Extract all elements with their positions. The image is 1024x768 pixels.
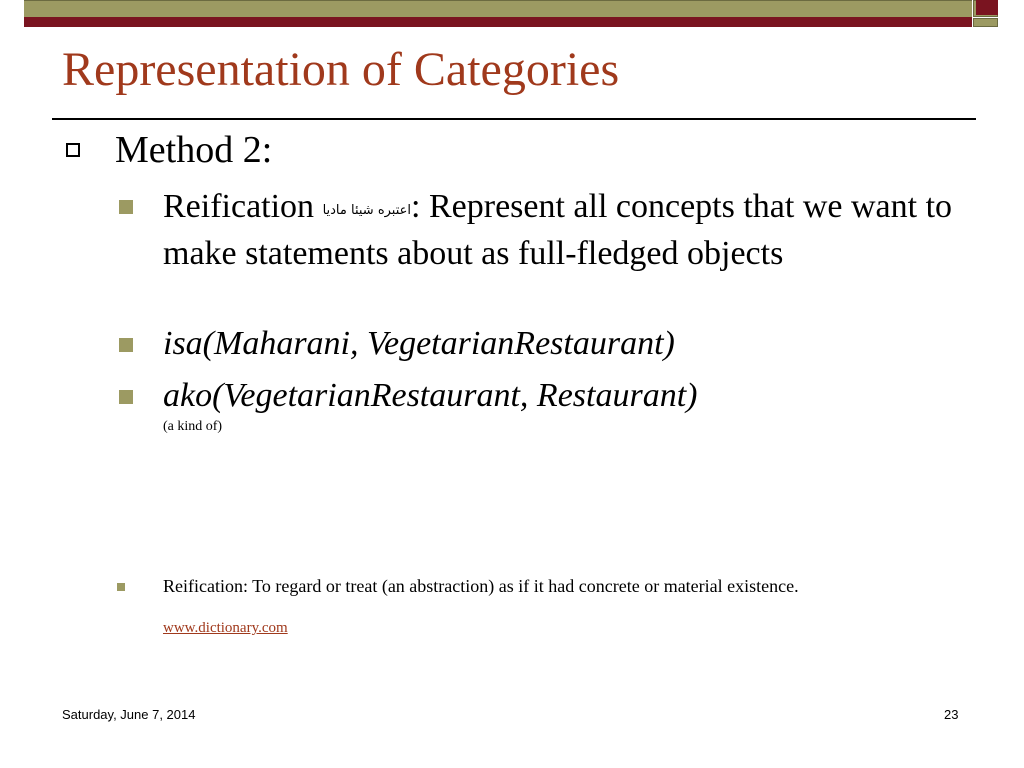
header-bar-olive <box>24 0 972 17</box>
square-bullet-icon <box>119 390 133 404</box>
bullet-ako: ako(VegetarianRestaurant, Restaurant) <box>163 377 698 414</box>
title-divider <box>52 118 976 120</box>
corner-square-small <box>973 18 998 27</box>
hollow-square-bullet-icon <box>66 143 80 157</box>
reification-term: Reification <box>163 188 315 225</box>
bullet-reification <box>163 185 973 275</box>
square-bullet-icon <box>119 200 133 214</box>
page-number: 23 <box>944 707 959 722</box>
reification-arabic: اعتبره شيئا ماديا <box>322 203 412 218</box>
slide-title: Representation of Categories <box>62 43 620 96</box>
header-bar-red <box>24 17 972 27</box>
bullet-isa: isa(Maharani, VegetarianRestaurant) <box>163 325 675 362</box>
dictionary-link[interactable]: www.dictionary.com <box>163 620 288 636</box>
corner-square-red <box>976 0 998 15</box>
reification-desc: : Represent all concepts that we want to make statements about as full-fledged objects <box>163 188 953 272</box>
small-square-bullet-icon <box>117 583 125 591</box>
level1-text: Method 2: <box>115 129 273 171</box>
ako-note: (a kind of) <box>163 419 223 434</box>
square-bullet-icon <box>119 338 133 352</box>
footnote-definition: Reification: To regard or treat (an abstraction) as if it had concrete or material existence. <box>163 576 799 596</box>
footer-date: Saturday, June 7, 2014 <box>62 707 196 722</box>
